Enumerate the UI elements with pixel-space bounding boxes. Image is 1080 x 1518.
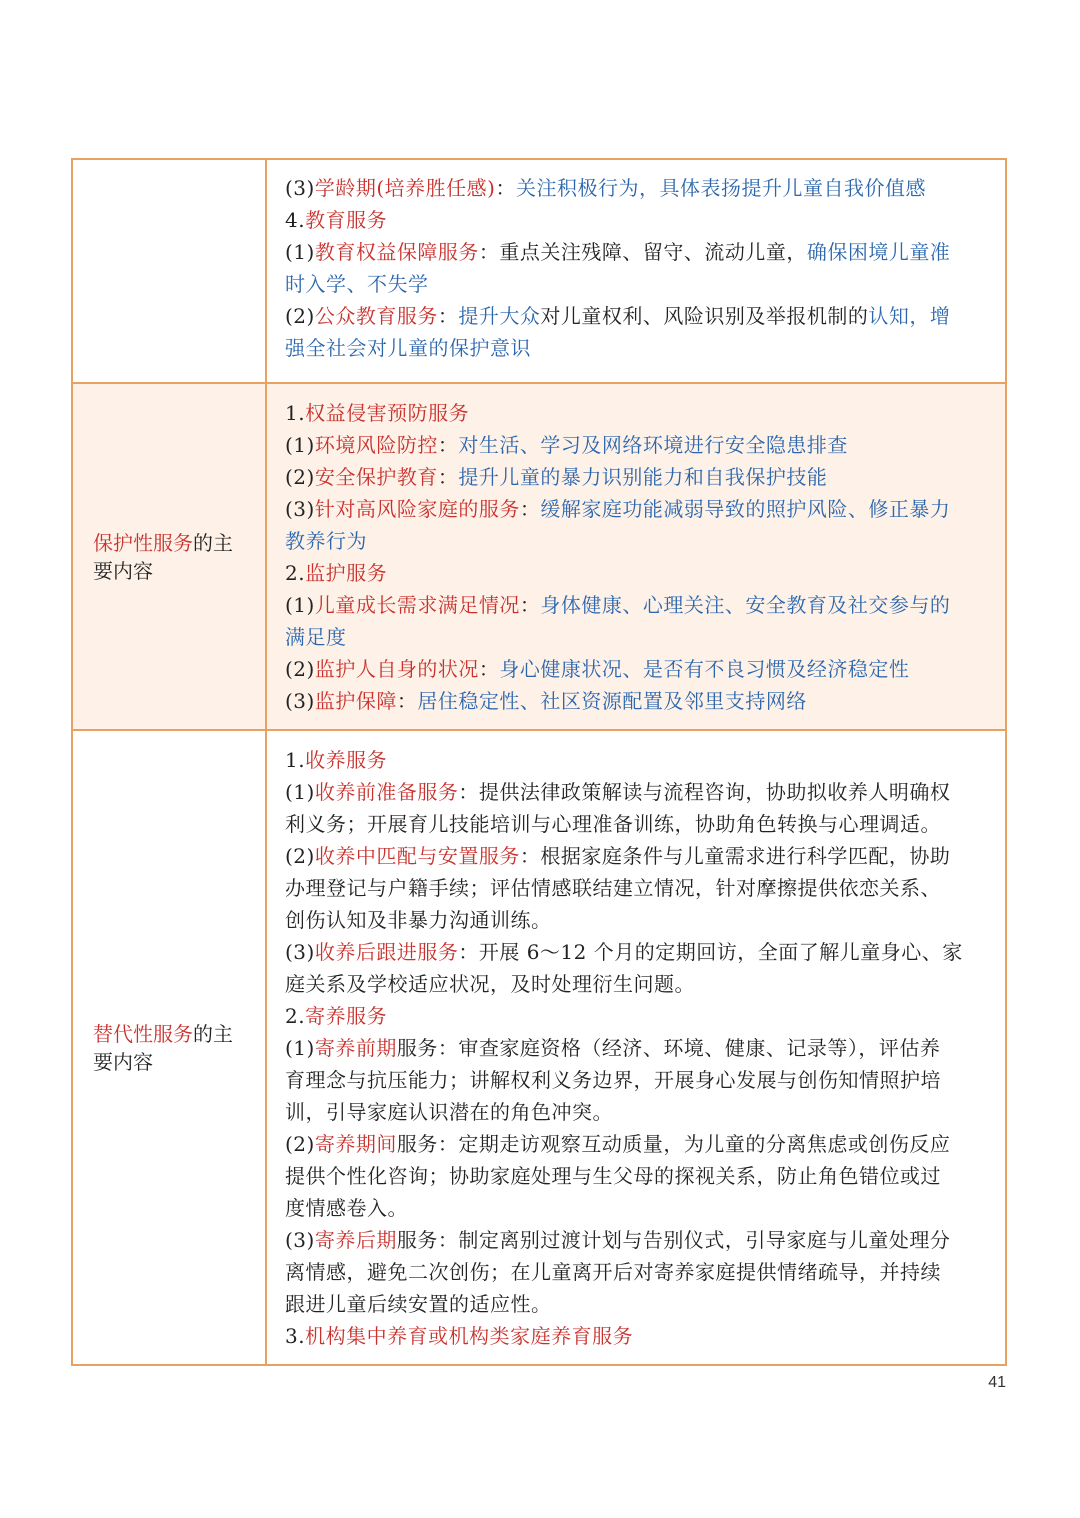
row-content-cell	[267, 384, 1005, 729]
table-row	[73, 160, 1005, 382]
table-row	[73, 382, 1005, 729]
text-segment: ：	[519, 593, 541, 617]
text-segment: 的主要内容	[93, 530, 233, 583]
highlight-term: 机构集中养育或机构类家庭养育服务	[305, 1324, 634, 1348]
emphasis-text: 满足度	[285, 625, 347, 649]
content-line	[285, 936, 987, 968]
text-segment: (3)	[285, 176, 315, 200]
text-segment: (1)	[285, 240, 315, 264]
content-line	[285, 621, 987, 653]
content-line	[285, 300, 987, 332]
text-segment: (3)	[285, 497, 315, 521]
content-line	[285, 332, 987, 364]
highlight-term: 学龄期(培养胜任感)	[314, 176, 496, 200]
row-content-cell	[267, 160, 1005, 382]
text-segment: 训，引导家庭认识潜在的角色冲突。	[285, 1100, 613, 1124]
row-label	[93, 1020, 251, 1076]
text-segment: ：	[495, 176, 516, 200]
emphasis-text: 身体健康、心理关注、安全教育及社交参与的	[540, 593, 951, 617]
text-segment: 1.	[285, 748, 306, 772]
content-line	[285, 685, 987, 717]
emphasis-text: 提升儿童的暴力识别能力和自我保护技能	[458, 465, 828, 489]
content-line	[285, 397, 987, 429]
highlight-term: 寄养期间	[314, 1132, 397, 1156]
page-number: 41	[988, 1374, 1006, 1391]
content-line	[285, 268, 987, 300]
content-line	[285, 776, 987, 808]
highlight-term: 监护服务	[305, 561, 388, 585]
text-segment: ：根据家庭条件与儿童需求进行科学匹配，协助	[519, 844, 951, 868]
text-segment: (3)	[285, 940, 315, 964]
text-segment: 创伤认知及非暴力沟通训练。	[285, 908, 552, 932]
highlight-term: 监护保障	[314, 689, 397, 713]
highlight-term: 环境风险防控	[314, 433, 438, 457]
content-line	[285, 1032, 987, 1064]
content-line	[285, 1000, 987, 1032]
content-line	[285, 461, 987, 493]
emphasis-text: 确保困境儿童准	[806, 240, 951, 264]
row-label-cell	[73, 384, 267, 729]
highlight-term: 针对高风险家庭的服务	[314, 497, 520, 521]
highlight-term: 收养服务	[305, 748, 388, 772]
text-segment: ：	[437, 304, 459, 328]
emphasis-text: 认知，增	[868, 304, 951, 328]
content-line	[285, 204, 987, 236]
highlight-term: 公众教育服务	[314, 304, 438, 328]
content-line	[285, 1224, 987, 1256]
text-segment: ：	[437, 433, 459, 457]
emphasis-text: 对生活、学习及网络环境进行安全隐患排查	[458, 433, 848, 457]
emphasis-text: 身心健康状况、是否有不良习惯及经济稳定性	[499, 657, 910, 681]
content-line	[285, 1192, 987, 1224]
text-segment: 4.	[285, 208, 306, 232]
text-segment: 2.	[285, 561, 306, 585]
text-segment: (2)	[285, 844, 315, 868]
content-line	[285, 904, 987, 936]
content-line	[285, 840, 987, 872]
text-segment: (2)	[285, 304, 315, 328]
text-segment: 利义务；开展育儿技能培训与心理准备训练，协助角色转换与心理调适。	[285, 812, 941, 836]
highlight-term: 收养中匹配与安置服务	[314, 844, 520, 868]
highlight-term: 收养前准备服务	[314, 780, 459, 804]
content-line	[285, 1288, 987, 1320]
text-segment: (3)	[285, 1228, 315, 1252]
text-segment: 对儿童权利、风险识别及举报机制的	[540, 304, 869, 328]
row-label-cell	[73, 160, 267, 382]
highlight-term: 教育权益保障服务	[314, 240, 479, 264]
text-segment: 服务：制定离别过渡计划与告别仪式，引导家庭与儿童处理分	[396, 1228, 951, 1252]
highlight-term: 收养后跟进服务	[314, 940, 459, 964]
content-line	[285, 1128, 987, 1160]
text-segment: 庭关系及学校适应状况，及时处理衍生问题。	[285, 972, 695, 996]
highlight-term: 寄养后期	[314, 1228, 397, 1252]
highlight-term: 教育服务	[305, 208, 388, 232]
text-segment: (1)	[285, 593, 315, 617]
text-segment: ：重点关注残障、留守、流动儿童，	[478, 240, 807, 264]
emphasis-text: 时入学、不失学	[285, 272, 429, 296]
text-segment: (2)	[285, 657, 315, 681]
text-segment: ：开展 6～12 个月的定期回访，全面了解儿童身心、家	[458, 940, 963, 964]
text-segment: (2)	[285, 1132, 315, 1156]
text-segment: ：	[396, 689, 418, 713]
content-line	[285, 1160, 987, 1192]
highlight-term: 保护性服务	[93, 530, 193, 555]
content-line	[285, 1064, 987, 1096]
text-segment: ：	[478, 657, 500, 681]
content-line	[285, 1256, 987, 1288]
text-segment: 跟进儿童后续安置的适应性。	[285, 1292, 552, 1316]
highlight-term: 权益侵害预防服务	[305, 401, 470, 425]
highlight-term: 替代性服务	[93, 1021, 193, 1046]
content-line	[285, 493, 987, 525]
content-line	[285, 557, 987, 589]
text-segment: 育理念与抗压能力；讲解权利义务边界，开展身心发展与创伤知情照护培	[285, 1068, 941, 1092]
text-segment: (1)	[285, 433, 315, 457]
content-table	[71, 158, 1007, 1366]
highlight-term: 监护人自身的状况	[314, 657, 479, 681]
text-segment: 提供个性化咨询；协助家庭处理与生父母的探视关系，防止角色错位或过	[285, 1164, 941, 1188]
content-line	[285, 1096, 987, 1128]
text-segment: 3.	[285, 1324, 306, 1348]
text-segment: 办理登记与户籍手续；评估情感联结建立情况，针对摩擦提供依恋关系、	[285, 876, 941, 900]
content-line	[285, 525, 987, 557]
content-line	[285, 744, 987, 776]
row-content-cell	[267, 731, 1005, 1364]
content-line	[285, 653, 987, 685]
emphasis-text: 提升大众	[458, 304, 541, 328]
highlight-term: 寄养服务	[305, 1004, 388, 1028]
text-segment: ：提供法律政策解读与流程咨询，协助拟收养人明确权	[458, 780, 951, 804]
content-line	[285, 172, 987, 204]
text-segment: 服务：定期走访观察互动质量，为儿童的分离焦虑或创伤反应	[396, 1132, 951, 1156]
text-segment: (3)	[285, 689, 315, 713]
content-line	[285, 808, 987, 840]
highlight-term: 安全保护教育	[314, 465, 438, 489]
text-segment: (1)	[285, 780, 315, 804]
emphasis-text: 教养行为	[285, 529, 367, 553]
emphasis-text: 缓解家庭功能减弱导致的照护风险、修正暴力	[540, 497, 951, 521]
content-line	[285, 429, 987, 461]
text-segment: 离情感，避免二次创伤；在儿童离开后对寄养家庭提供情绪疏导，并持续	[285, 1260, 941, 1284]
text-segment: 2.	[285, 1004, 306, 1028]
content-line	[285, 1320, 987, 1352]
content-line	[285, 589, 987, 621]
table-row	[73, 729, 1005, 1364]
emphasis-text: 居住稳定性、社区资源配置及邻里支持网络	[417, 689, 807, 713]
highlight-term: 儿童成长需求满足情况	[314, 593, 520, 617]
text-segment: 服务：审查家庭资格（经济、环境、健康、记录等），评估养	[396, 1036, 941, 1060]
highlight-term: 寄养前期	[314, 1036, 397, 1060]
text-segment: ：	[519, 497, 541, 521]
text-segment: 1.	[285, 401, 306, 425]
text-segment: 的主要内容	[93, 1021, 233, 1074]
text-segment: 度情感卷入。	[285, 1196, 408, 1220]
content-line	[285, 872, 987, 904]
content-line	[285, 236, 987, 268]
text-segment: (1)	[285, 1036, 315, 1060]
text-segment: (2)	[285, 465, 315, 489]
row-label	[93, 529, 251, 585]
emphasis-text: 强全社会对儿童的保护意识	[285, 336, 531, 360]
row-label-cell	[73, 731, 267, 1364]
content-line	[285, 968, 987, 1000]
text-segment: ：	[437, 465, 459, 489]
emphasis-text: 关注积极行为，具体表扬提升儿童自我价值感	[515, 176, 926, 200]
